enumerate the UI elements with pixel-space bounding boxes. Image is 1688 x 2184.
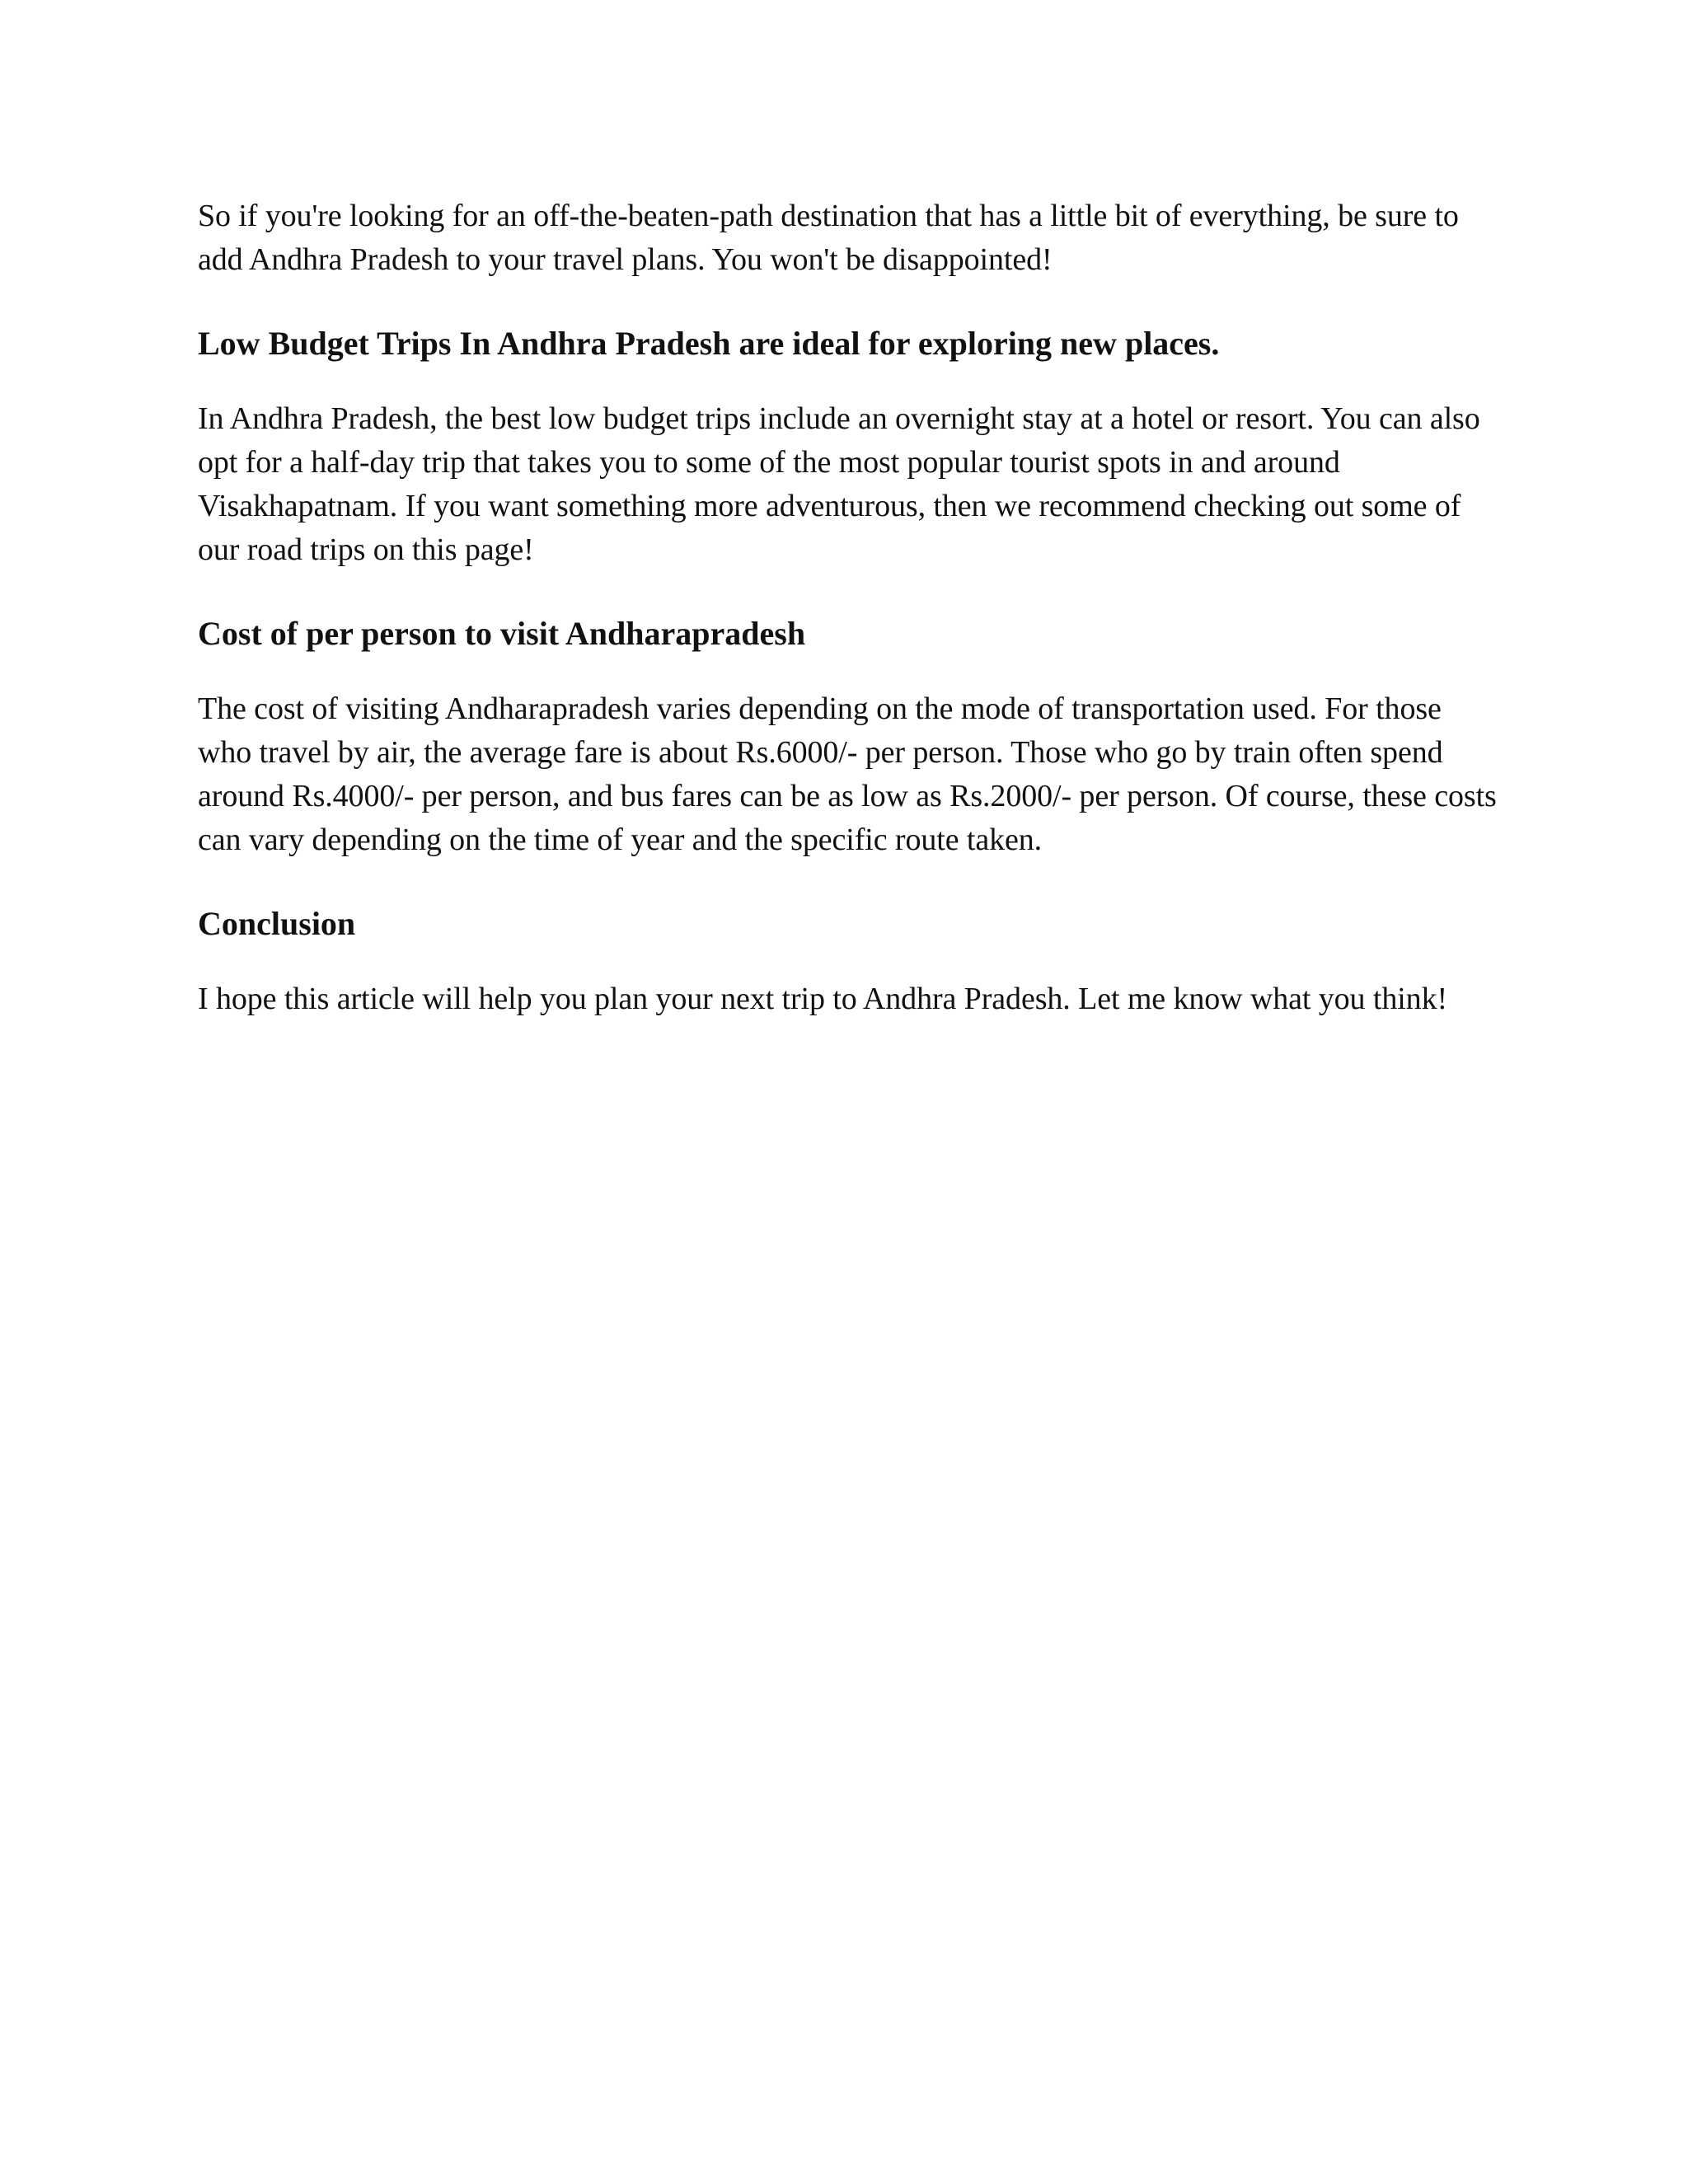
intro-paragraph: So if you're looking for an off-the-beaten-path destination that has a little bit of everything, be sure to add Andhra Pradesh to your travel plans. You won't be disappointed! xyxy=(198,199,1459,277)
section-body-low-budget-trips: In Andhra Pradesh, the best low budget trips include an overnight stay at a hotel or resort. You can also opt for a half-day trip that takes you to some of the most popular tourist spots in and around Visakhapatnam. If you want something more adventurous, then we recommend checking out some of our road trips on this page! xyxy=(198,401,1480,567)
section-body-conclusion: I hope this article will help you plan your next trip to Andhra Pradesh. Let me know what you think! xyxy=(198,982,1448,1016)
section-body-cost-per-person: The cost of visiting Andharapradesh varies depending on the mode of transportation used. For those who travel by air, the average fare is about Rs.6000/- per person. Those who go by train often spend around Rs.4000/- per person, and bus fares can be as low as Rs.2000/- per person. Of course, these costs can vary depending on the time of year and the specific route taken. xyxy=(198,691,1497,857)
section-heading-cost-per-person: Cost of per person to visit Andharapradesh xyxy=(198,615,806,652)
document-page xyxy=(198,194,1500,1061)
section-heading-conclusion: Conclusion xyxy=(198,905,356,942)
section-heading-low-budget-trips: Low Budget Trips In Andhra Pradesh are ideal for exploring new places. xyxy=(198,325,1220,362)
